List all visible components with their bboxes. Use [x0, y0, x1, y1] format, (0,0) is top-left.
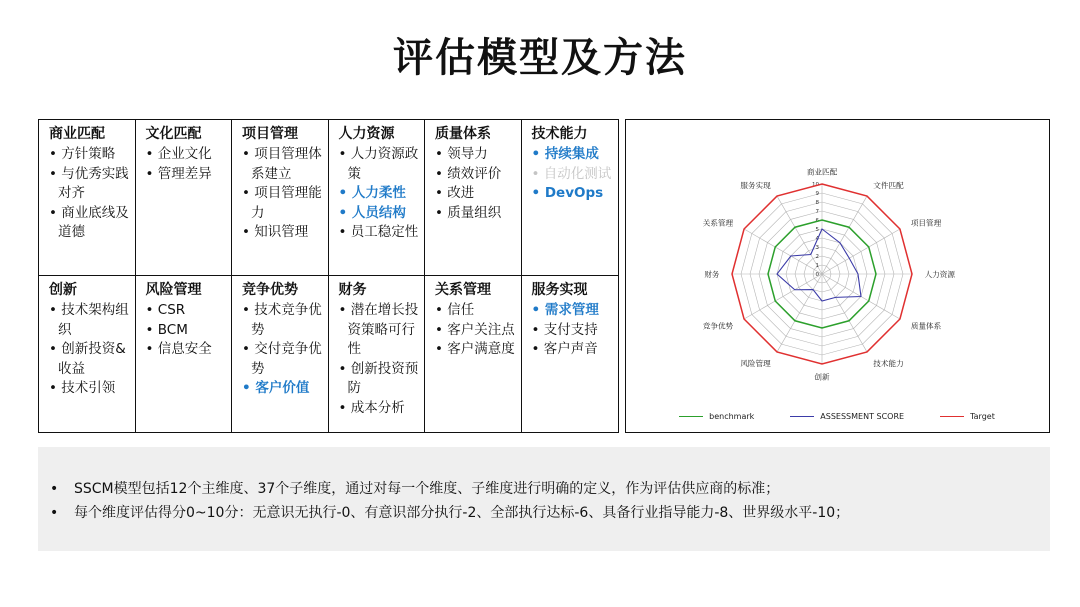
- sub-dimension-item: • 信任: [435, 301, 517, 321]
- dimension-cell: [425, 276, 522, 432]
- sub-dimension-item: • 企业文化: [146, 145, 228, 165]
- sub-dimension-item: • 技术引领: [49, 379, 131, 399]
- note-line-1: [50, 477, 1050, 501]
- sub-dimension-list: [242, 301, 324, 399]
- legend-swatch: [790, 416, 814, 418]
- notes-panel: [38, 447, 1050, 551]
- sub-dimension-item: • 支付支持: [532, 321, 615, 341]
- sub-dimension-list: [435, 301, 517, 360]
- radar-tick-label: 4: [815, 236, 819, 242]
- sub-dimension-item: • 客户满意度: [435, 340, 517, 360]
- sub-dimension-item: • 人力柔性: [339, 184, 421, 204]
- dimension-title: 商业匹配: [49, 126, 105, 142]
- dimension-cell: [232, 276, 329, 432]
- sub-dimension-item: • 改进: [435, 184, 517, 204]
- dimension-cell: [136, 276, 233, 432]
- sub-dimension-item: • 交付竞争优势: [242, 340, 324, 379]
- dimension-cell: [136, 120, 233, 276]
- sub-dimension-item: • DevOps: [532, 184, 615, 204]
- sub-dimension-item: • 客户价值: [242, 379, 324, 399]
- radar-svg: [626, 120, 1048, 410]
- radar-axis-label: 财务: [704, 270, 720, 279]
- sub-dimension-list: [532, 301, 615, 360]
- dimension-title: 竞争优势: [242, 282, 298, 298]
- radar-tick-label: 6: [815, 218, 819, 224]
- note-text: 每个维度评估得分0~10分：无意识无执行-0、有意识部分执行-2、全部执行达标-6、具备行业指导能力-8、世界级水平-10；: [74, 505, 850, 521]
- radar-tick-label: 3: [815, 245, 819, 251]
- legend-label: benchmark: [709, 412, 755, 421]
- page-title: 评估模型及方法: [393, 35, 687, 81]
- sub-dimension-list: [242, 145, 324, 243]
- sub-dimension-item: • 技术竞争优势: [242, 301, 324, 340]
- sub-dimension-item: • 员工稳定性: [339, 223, 421, 243]
- sub-dimension-item: • BCM: [146, 321, 228, 341]
- sub-dimension-item: • 人员结构: [339, 204, 421, 224]
- radar-tick-label: 10: [812, 182, 819, 188]
- radar-tick-label: 9: [815, 191, 819, 197]
- radar-tick-label: 1: [815, 263, 819, 269]
- bullet-icon: •: [50, 481, 59, 497]
- radar-axis-label: 人力资源: [924, 270, 955, 279]
- dimension-title: 服务实现: [531, 282, 588, 298]
- sub-dimension-item: • 创新投资&收益: [49, 340, 131, 379]
- radar-axis-label: 项目管理: [910, 218, 942, 228]
- sub-dimension-list: [339, 145, 421, 243]
- radar-axis-label: 文件匹配: [873, 181, 904, 191]
- legend-label: Target: [970, 412, 995, 421]
- sub-dimension-item: • 客户关注点: [435, 321, 517, 341]
- sub-dimension-list: [49, 145, 131, 243]
- sub-dimension-item: • 持续集成: [532, 145, 615, 165]
- sub-dimension-item: • 技术架构组织: [49, 301, 131, 340]
- radar-tick-label: 8: [815, 200, 819, 206]
- radar-axis-label: 服务实现: [740, 181, 771, 191]
- sub-dimension-item: • 知识管理: [242, 223, 324, 243]
- dimension-cell: [329, 120, 426, 276]
- sub-dimension-item: • 与优秀实践对齐: [49, 165, 131, 204]
- note-line-2: [50, 501, 1050, 525]
- sub-dimension-item: • 客户声音: [532, 340, 615, 360]
- legend-swatch: [940, 416, 964, 418]
- sub-dimension-item: • 自动化测试: [532, 165, 615, 185]
- sub-dimension-item: • 成本分析: [339, 399, 421, 419]
- sub-dimension-item: • 需求管理: [532, 301, 615, 321]
- sub-dimension-list: [435, 145, 517, 223]
- bullet-icon: •: [50, 505, 59, 521]
- sub-dimension-list: [532, 145, 615, 204]
- dimension-title: 财务: [338, 282, 367, 298]
- legend-item: [940, 412, 995, 421]
- dimension-cell: [39, 120, 136, 276]
- dimension-cell: [39, 276, 136, 432]
- radar-axis-label: 技术能力: [873, 358, 904, 368]
- dimension-cell: [329, 276, 426, 432]
- sub-dimension-item: • 项目管理体系建立: [242, 145, 324, 184]
- dimension-cell: [522, 120, 619, 276]
- dimension-title: 风险管理: [145, 282, 202, 298]
- sub-dimension-item: • 质量组织: [435, 204, 517, 224]
- radar-tick-label: 0: [815, 272, 819, 278]
- note-text: SSCM模型包括12个主维度、37个子维度，通过对每一个维度、子维度进行明确的定义，作为评估供应商的标准；: [74, 481, 780, 497]
- sub-dimension-item: • 项目管理能力: [242, 184, 324, 223]
- sub-dimension-item: • 领导力: [435, 145, 517, 165]
- legend-item: [679, 412, 754, 421]
- sub-dimension-item: • 管理差异: [146, 165, 228, 185]
- sub-dimension-list: [339, 301, 421, 419]
- sub-dimension-item: • 创新投资预防: [339, 360, 421, 399]
- legend-item: [790, 412, 904, 421]
- dimension-cell: [522, 276, 619, 432]
- radar-tick-label: 7: [815, 209, 819, 215]
- sub-dimension-list: [146, 301, 228, 360]
- sub-dimension-item: • 信息安全: [146, 340, 228, 360]
- dimension-title: 项目管理: [242, 126, 298, 142]
- radar-axis-label: 关系管理: [702, 218, 734, 228]
- radar-chart: [625, 119, 1050, 433]
- radar-axis-label: 创新: [814, 372, 830, 382]
- sub-dimension-item: • 人力资源政策: [339, 145, 421, 184]
- chart-legend: [626, 412, 1048, 421]
- sub-dimension-list: [146, 145, 228, 184]
- dimension-title: 质量体系: [435, 126, 491, 142]
- sub-dimension-list: [49, 301, 131, 399]
- legend-label: ASSESSMENT SCORE: [820, 412, 905, 421]
- dimension-title: 关系管理: [435, 282, 491, 298]
- legend-swatch: [679, 416, 703, 418]
- sub-dimension-item: • 商业底线及道德: [49, 204, 131, 243]
- dimension-title: 技术能力: [531, 126, 588, 142]
- radar-axis-label: 竞争优势: [702, 321, 734, 331]
- dimension-title: 文化匹配: [145, 126, 202, 142]
- dimension-cell: [232, 120, 329, 276]
- dimension-title: 创新: [49, 282, 77, 298]
- radar-axis-label: 质量体系: [910, 321, 942, 331]
- sub-dimension-item: • 绩效评价: [435, 165, 517, 185]
- radar-axis-label: 商业匹配: [806, 167, 838, 177]
- dimension-table: [38, 119, 619, 433]
- radar-tick-label: 5: [815, 227, 819, 233]
- sub-dimension-item: • CSR: [146, 301, 228, 321]
- dimension-title: 人力资源: [338, 126, 395, 142]
- radar-axis-label: 风险管理: [740, 358, 771, 368]
- radar-tick-label: 2: [815, 254, 819, 260]
- dimension-cell: [425, 120, 522, 276]
- sub-dimension-item: • 方针策略: [49, 145, 131, 165]
- sub-dimension-item: • 潜在增长投资策略可行性: [339, 301, 421, 360]
